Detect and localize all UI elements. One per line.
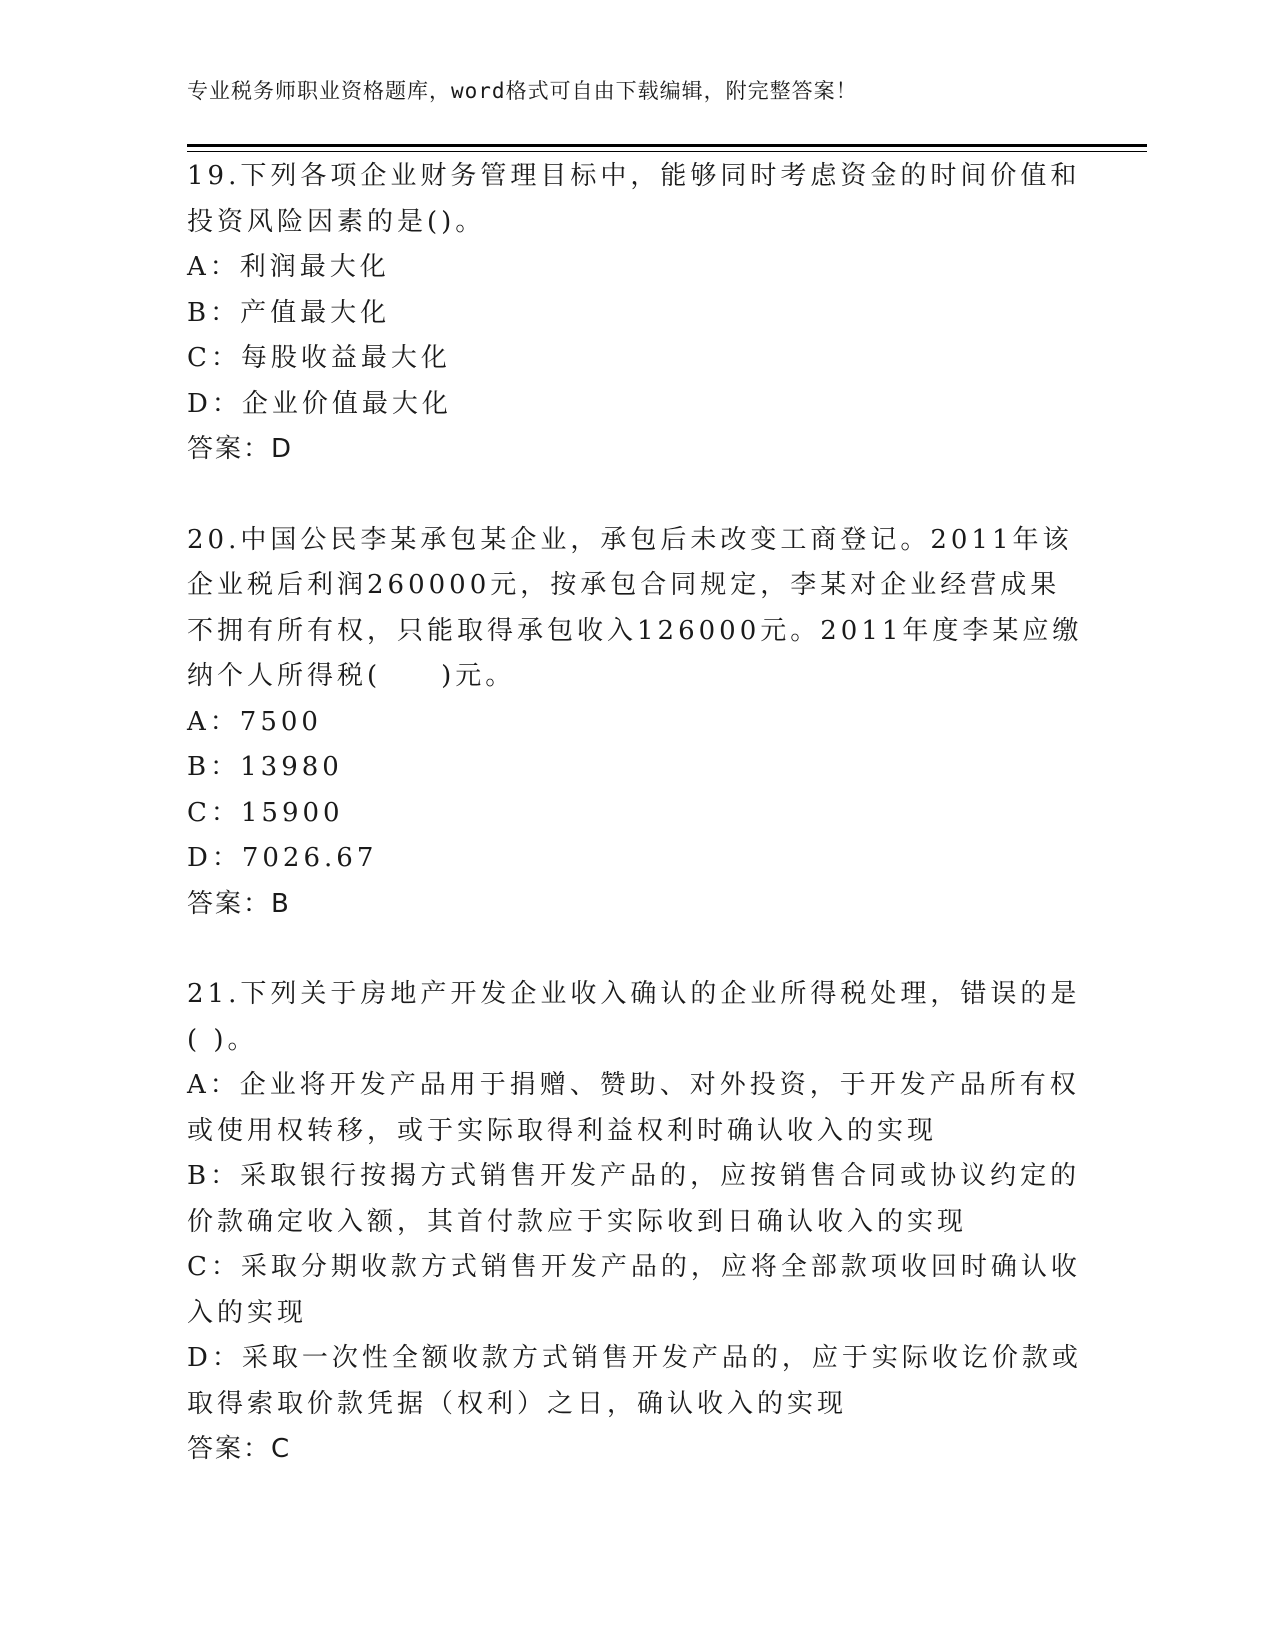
answer-line: 答案：B (187, 888, 291, 919)
header-rule-thin (187, 151, 1147, 152)
question-text: 21.下列关于房地产开发企业收入确认的企业所得税处理，错误的是( )。 (187, 979, 1081, 1055)
option-c: C：采取分期收款方式销售开发产品的，应将全部款项收回时确认收入的实现 (187, 1252, 1081, 1328)
page-header-note: 专业税务师职业资格题库，word格式可自由下载编辑，附完整答案！ (187, 79, 858, 103)
question-text: 20.中国公民李某承包某企业，承包后未改变工商登记。2011年该企业税后利润260000元，按承包合同规定，李某对企业经营成果不拥有所有权，只能取得承包收入126000元。2011年度李某应缴纳个人所得税( )元。 (187, 524, 1083, 691)
option-a: A：企业将开发产品用于捐赠、赞助、对外投资，于开发产品所有权或使用权转移，或于实际取得利益权利时确认收入的实现 (187, 1070, 1080, 1146)
option-a: A：7500 (187, 706, 322, 737)
answer-line: 答案：D (187, 434, 294, 464)
question-21 (187, 972, 1087, 1473)
option-d: D：企业价值最大化 (187, 388, 452, 419)
question-20 (187, 518, 1087, 928)
option-c: C：每股收益最大化 (187, 343, 451, 373)
option-b: B：采取银行按揭方式销售开发产品的，应按销售合同或协议约定的价款确定收入额，其首付款应于实际收到日确认收入的实现 (187, 1161, 1081, 1237)
answer-line: 答案：C (187, 1434, 292, 1464)
option-c: C：15900 (187, 797, 344, 828)
option-d: D：7026.67 (187, 843, 378, 873)
option-b: B：产值最大化 (187, 297, 391, 328)
header-rule-thick (187, 144, 1147, 147)
option-a: A：利润最大化 (187, 252, 390, 282)
option-b: B：13980 (187, 752, 343, 782)
question-list (187, 154, 1087, 1473)
question-19 (187, 154, 1087, 473)
option-d: D：采取一次性全额收款方式销售开发产品的，应于实际收讫价款或取得索取价款凭据（权利）之日，确认收入的实现 (187, 1343, 1082, 1419)
question-text: 19.下列各项企业财务管理目标中，能够同时考虑资金的时间价值和投资风险因素的是()。 (187, 161, 1081, 237)
